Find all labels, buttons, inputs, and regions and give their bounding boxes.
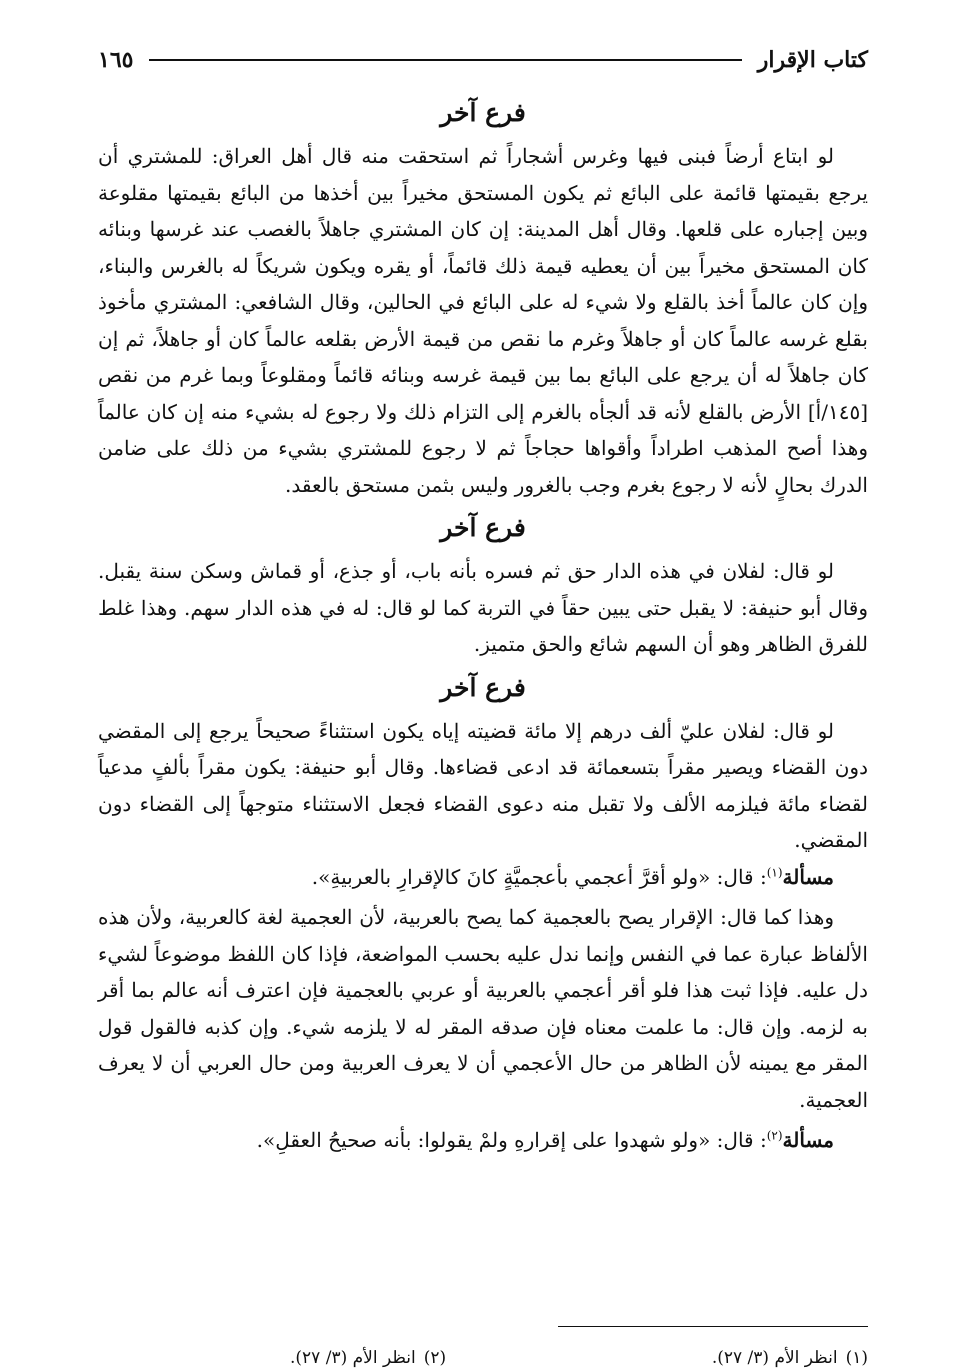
header-rule xyxy=(149,59,741,61)
masala-quote: : قال: «ولو شهدوا على إقرارهِ ولمْ يقولوا: بأنه صحيحُ العقلِ». xyxy=(256,1128,767,1152)
footnote-separator xyxy=(558,1326,868,1327)
footnote xyxy=(712,1346,868,1370)
footnote-number: (١) xyxy=(845,1348,868,1368)
masala-paragraph xyxy=(98,859,868,896)
running-header xyxy=(98,40,868,80)
footnote-text: انظر الأم (٣/ ٢٧). xyxy=(711,1348,838,1368)
page-body xyxy=(98,88,868,1159)
masala-label: مسألة xyxy=(782,1128,834,1152)
footnote-number: (٢) xyxy=(423,1348,447,1368)
footnote-reference[interactable]: (٢) xyxy=(766,1128,783,1143)
masala-paragraph xyxy=(98,1122,868,1159)
commentary-paragraph: وهذا كما قال: الإقرار يصح بالعجمية كما يصح بالعربية، لأن العجمية لغة كالعربية، ولأن هذه الألفاظ عبارة عما في النفس وإنما ندل عليه بحسب المواضعة، فإذا كان اللفظ موضوعاً لشيء دل عليه. فإذا ثبت هذا فلو أقر أعجمي بالعربية أو عربي بالعجمية فإن اعترف أنه عالم بما أقر به لزمه. وإن قال: ما علمت معناه فإن صدقه المقر له لا يلزمه شيء. وإن كذبه فالقول قول المقر مع يمينه لأن الظاهر من حال الأعجمي أن لا يعرف العربية ومن حال العربي أن لا يعرف العجمية. xyxy=(98,905,868,1112)
section-heading: فرع آخر xyxy=(440,98,526,127)
footnotes xyxy=(290,1346,868,1370)
book-title: كتاب الإقرار xyxy=(757,47,868,73)
footnote xyxy=(290,1346,446,1370)
section-paragraph: لو قال: لفلان في هذه الدار حق ثم فسره بأنه باب، أو جذع، أو قماش وسكن سنة يقبل. وقال أبو حنيفة: لا يقبل حتى يبين حقاً في التربة كما لو قال: له في هذه الدار سهم. وهذا غلط للفرق الظاهر وهو أن السهم شائع والحق متميز. xyxy=(98,559,869,656)
masala-label: مسألة xyxy=(782,864,834,889)
section-paragraph: لو ابتاع أرضاً فبنى فيها وغرس أشجاراً ثم استحقت منه قال أهل العراق: للمشتري أن يرجع بقيمتها قائمة على البائع ثم يكون المستحق مخيراً بين أخذها من البائع بقيمتها مقلوعة وبين إجباره على قلعها. وقال أهل المدينة: إن كان المشتري جاهلاً بالغصب عند غرسها وبنائه كان المستحق مخيراً بين أن يعطيه قيمة ذلك قائماً، أو يقره ويكون شريكاً له بالغرس والبناء، وإن كان عالماً أخذ بالقلع ولا شيء له على البائع في الحالين، وقال الشافعي: المشتري مأخوذ بقلع غرسه عالماً كان أو جاهلاً وغرم ما نقص من قيمة الأرض بقلعه عالماً كان أو جاهلاً، ثم إن كان جاهلاً له أن يرجع على البائع بما بين قيمة غرسه وبنائه قائماً ومقلوعاً وبما غرم من نقص [١٤٥/أ] الأرض بالقلع لأنه قد ألجأه بالغرم إلى التزام ذلك ولا رجوع له بشيء منه إن كان عالماً وهذا أصح المذهب اطراداً وأقواها حجاجاً ثم لا رجوع للمشتري بشيء من ذلك على ضامن الدرك بحالٍ لأنه لا رجوع بغرم وجب بالغرور وليس بثمن مستحق بالعقد. xyxy=(98,144,868,497)
section-paragraph: لو قال: لفلان عليّ ألف درهم إلا مائة قضيته إياه يكون استثناءً صحيحاً يرجع إلى المقضي دون القضاء ويصير مقراً بتسعمائة قد ادعى قضاءها. وقال أبو حنيفة: يكون مقراً بألفٍ مدعياً لقضاء مائة فيلزمه الألف ولا تقبل منه دعوى القضاء فجعل الاستثناء متوجهاً إلى القضاء دون المقضي. xyxy=(98,718,868,852)
masala-quote: : قال: «ولو أقرَّ أعجمي بأعجميَّةٍ كانَ كالإقرارِ بالعربيةِ». xyxy=(311,864,767,889)
section-heading: فرع آخر xyxy=(440,672,526,702)
footnote-reference[interactable]: (١) xyxy=(766,864,783,879)
page-number: ١٦٥ xyxy=(98,47,134,73)
section-heading: فرع آخر xyxy=(440,513,526,542)
footnote-text: انظر الأم (٣/ ٢٧). xyxy=(290,1348,416,1368)
